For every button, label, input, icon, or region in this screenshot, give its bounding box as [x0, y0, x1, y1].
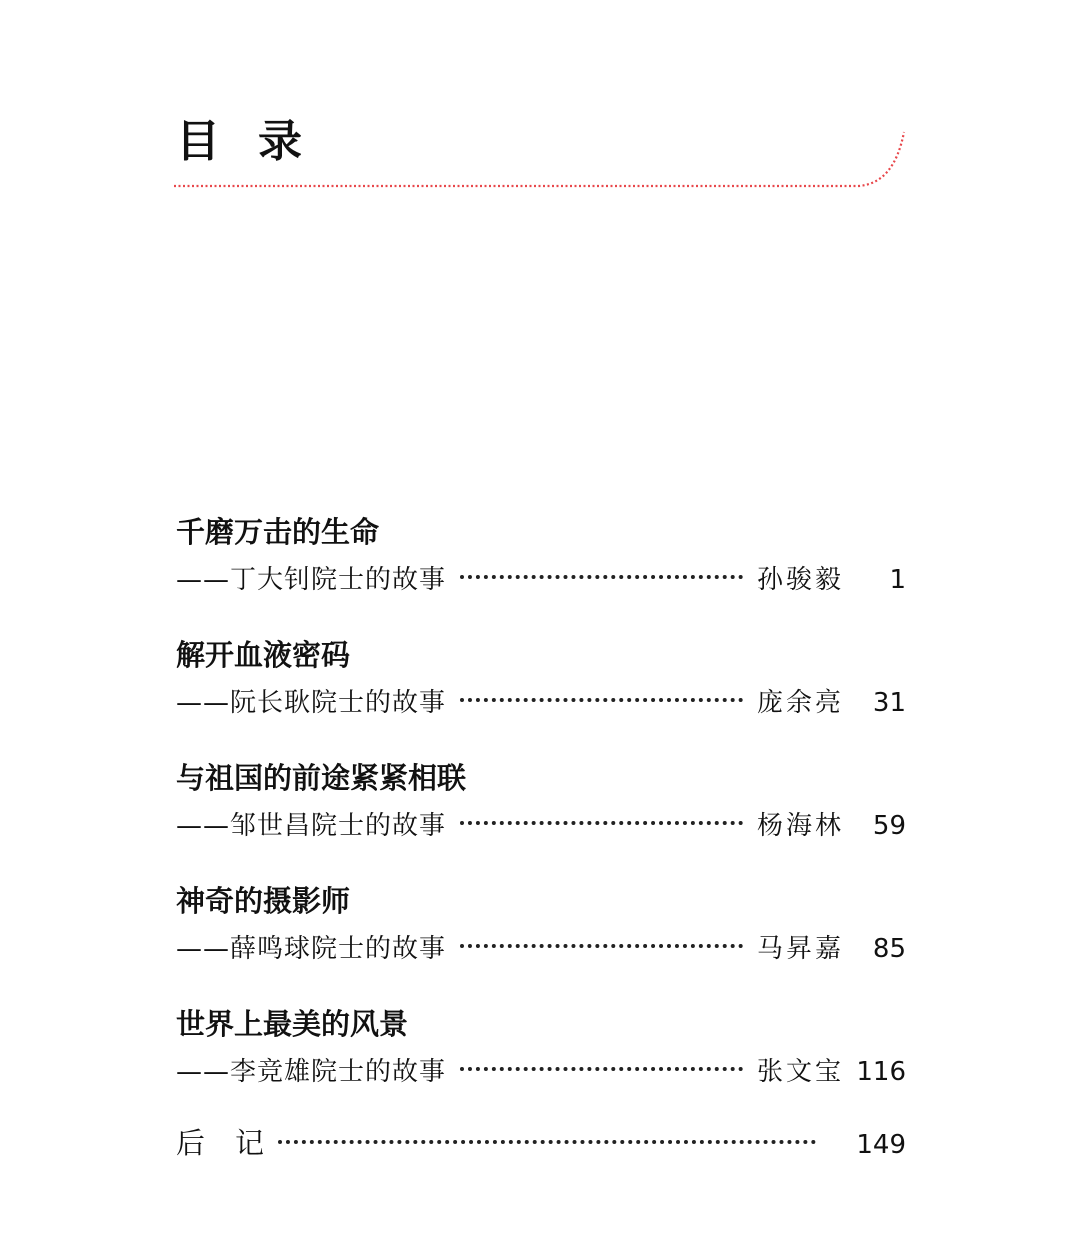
page-number: 149: [856, 1130, 906, 1160]
chapter-title[interactable]: 世界上最美的风景: [176, 1007, 409, 1041]
page-number: 31: [872, 688, 906, 718]
chapter-subline: [176, 802, 906, 877]
chapter-author: 孙骏毅: [756, 565, 844, 595]
chapter-author: 张文宝: [756, 1057, 844, 1087]
afterword-label[interactable]: [176, 1119, 264, 1167]
toc-afterword-entry[interactable]: [176, 1119, 906, 1179]
dot-leader: [460, 944, 743, 948]
page-number: 116: [856, 1057, 906, 1087]
dot-leader: [278, 1140, 816, 1144]
table-of-contents: [176, 508, 906, 1179]
toc-entry[interactable]: [176, 877, 906, 1000]
page-number: 1: [889, 565, 906, 595]
dot-leader: [460, 1067, 743, 1071]
chapter-subline: [176, 925, 906, 1000]
chapter-subtitle: ——邹世昌院士的故事: [176, 811, 447, 841]
chapter-subtitle: ——薛鸣球院士的故事: [176, 934, 447, 964]
chapter-subtitle: ——丁大钊院士的故事: [176, 565, 447, 595]
afterword-label-left: 后: [176, 1126, 206, 1160]
chapter-title[interactable]: 千磨万击的生命: [176, 515, 380, 549]
chapter-title[interactable]: 解开血液密码: [176, 638, 351, 672]
toc-entry[interactable]: [176, 754, 906, 877]
chapter-subtitle: ——李竞雄院士的故事: [176, 1057, 447, 1087]
page-number: 85: [872, 934, 906, 964]
chapter-subline: [176, 556, 906, 631]
chapter-author: 庞余亮: [756, 688, 844, 718]
chapter-author: 杨海林: [756, 811, 844, 841]
dot-leader: [460, 698, 743, 702]
chapter-subtitle: ——阮长耿院士的故事: [176, 688, 447, 718]
page-title-left: 目: [176, 116, 220, 167]
toc-entry[interactable]: [176, 1000, 906, 1123]
chapter-title[interactable]: 与祖国的前途紧紧相联: [176, 761, 467, 795]
page-title-right: 录: [258, 116, 302, 167]
toc-entry[interactable]: [176, 508, 906, 631]
toc-entry[interactable]: [176, 631, 906, 754]
chapter-subline: [176, 679, 906, 754]
page-number: 59: [872, 811, 906, 841]
afterword-label-right: 记: [235, 1126, 265, 1160]
title-decorative-rule: [172, 128, 908, 192]
dot-leader: [460, 821, 743, 825]
chapter-subline: [176, 1048, 906, 1123]
dot-leader: [460, 575, 743, 579]
chapter-title[interactable]: 神奇的摄影师: [176, 884, 351, 918]
chapter-author: 马昇嘉: [756, 934, 844, 964]
